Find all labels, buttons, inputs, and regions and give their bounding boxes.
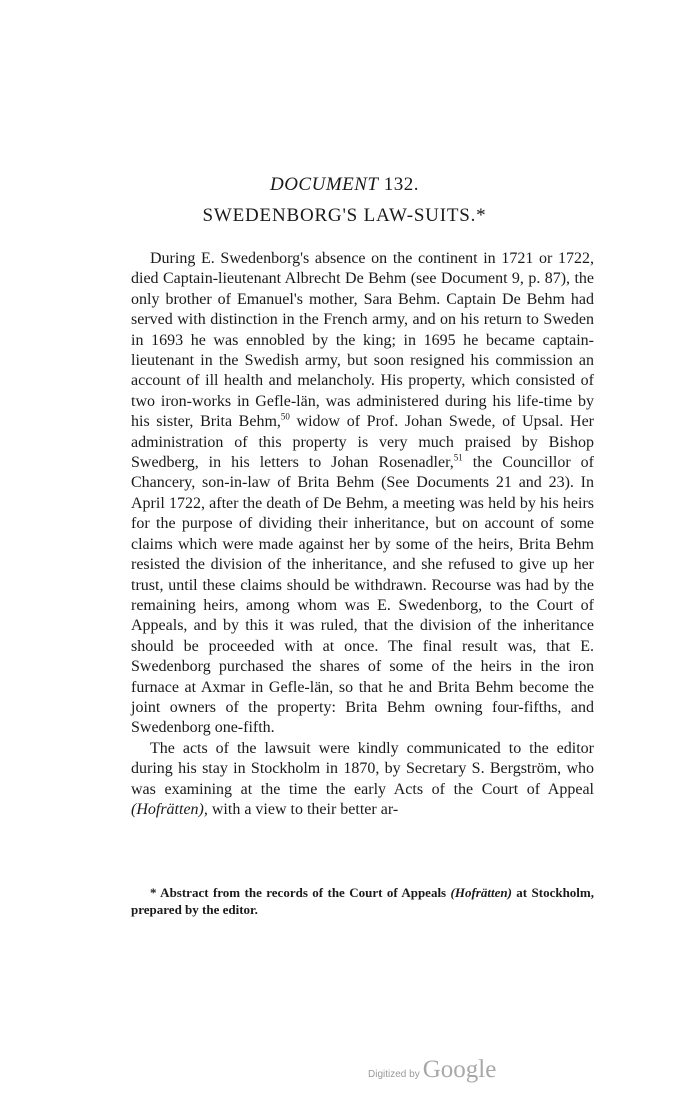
text-run: widow of Prof. Johan Swede, of Upsal. Her administration of this property is very much praised by Bishop Swedberg, in his letters to Johan Rosenadler, (131, 413, 595, 472)
body-text (131, 249, 594, 820)
digitized-watermark (368, 1056, 496, 1084)
text-run: During E. Swedenborg's absence on the continent in 1721 or 1722, died Captain-lieutenant Albrecht De Behm (see Document 9, p. 87), the only brother of Emanuel's mother, Sara Behm. Captain De Behm had served with distinction in the French army, and on his return to Sweden in 1693 he was ennobled by the king; in 1695 he became captain-lieutenant in the Swedish army, but soon resigned his commission an account of ill health and melancholy. His property, which consisted of two iron-works in Gefle-län, was administered during his life-time by his sister, Brita Behm, (131, 250, 594, 431)
paragraph (131, 249, 594, 739)
page-title: SWEDENBORG'S LAW-SUITS.* (202, 205, 487, 226)
text-run: the Councillor of Chancery, son-in-law of Brita Behm (See Documents 21 and 23). In April 1722, after the death of De Behm, a meeting was held by his heirs for the purpose of dividing their inheritance, but on account of some claims which were made against her by some of the heirs, Brita Behm resisted the division of the inheritance, and she refused to give up her trust, until these claims should be withdrawn. Recourse was had by the remaining heirs, among whom was E. Swedenborg, to the Court of Appeals, and by this it was ruled, that the division of the inheritance should be proceeded with at once. The final result was, that E. Swedenborg purchased the shares of some of the heirs in the iron furnace at Axmar in Gefle-län, so that he and Brita Behm become the joint owners of the property: Brita Behm owning four-fifths, and Swedenborg one-fifth. (131, 454, 595, 737)
document-number: 132. (378, 174, 419, 195)
text-run: with a view to their better ar- (207, 800, 399, 818)
italic-text: (Hofrätten), (131, 800, 208, 818)
footnote (131, 884, 594, 918)
document-word: DOCUMENT (269, 174, 379, 195)
document-heading (0, 174, 689, 196)
footnote-text-after: at Stockholm, prepared by the editor. (131, 885, 594, 917)
footnote-reference: 51 (453, 452, 463, 463)
watermark-caption: Digitized by (368, 1069, 420, 1080)
text-run: The acts of the lawsuit were kindly communicated to the editor during his stay in Stockholm in 1870, by Secretary S. Bergström, who was examining at the time the early Acts of the Court of Appeal (131, 739, 594, 798)
footnote-reference: 50 (280, 411, 290, 422)
google-logo: Google (422, 1056, 497, 1083)
paragraph (131, 739, 594, 821)
footnote-text-before: * Abstract from the records of the Court of Appeals (150, 885, 451, 900)
footnote-italic: (Hofrätten) (450, 885, 512, 900)
